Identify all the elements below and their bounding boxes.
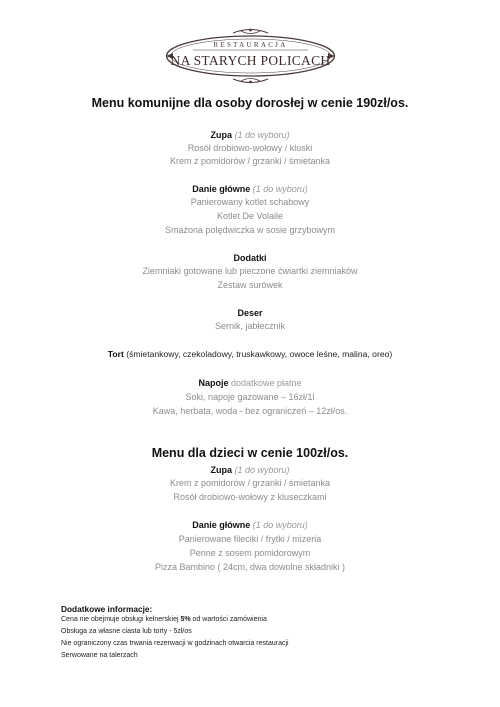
section-label: Tort	[107, 349, 124, 359]
menu-item: Smażona polędwiczka w sosie grzybowym	[164, 225, 336, 235]
section-label: Zupa	[210, 465, 232, 475]
menu-item: Pizza Bambino ( 24cm, dwa dowolne składniki )	[154, 562, 346, 572]
section-label: Napoje	[198, 378, 229, 388]
adult-menu-title: Menu komunijne dla osoby dorosłej w cenie 190zł/os.	[91, 96, 409, 110]
adult-dodatki-heading: Dodatki	[233, 253, 267, 263]
info-line: Nie ograniczony czas trwania rezerwacji w godzinach otwarcia restauracji	[61, 640, 289, 647]
menu-item: Panierowane fileciki / frytki / mizeria	[178, 534, 322, 544]
adult-napoje-heading	[0, 378, 500, 388]
adult-zupa-heading	[0, 130, 500, 140]
tort-flavours: (śmietankowy, czekoladowy, truskawkowy, owoce leśne, malina, oreo)	[126, 349, 393, 359]
menu-item: Panierowany kotlet schabowy	[190, 197, 310, 207]
info-line	[61, 616, 267, 623]
kids-danie-heading	[0, 520, 500, 530]
info-percent: 5%	[180, 616, 191, 623]
section-note: (1 do wyboru)	[234, 130, 290, 140]
info-heading: Dodatkowe informacje:	[61, 604, 153, 614]
logo-main-text: NA STARYCH POLICACH	[170, 53, 331, 68]
section-label: Zupa	[210, 130, 232, 140]
menu-item: Penne z sosem pomidorowym	[189, 548, 311, 558]
section-note: dodatkowe płatne	[230, 378, 302, 388]
info-line: Obsługa za własne ciasta lub torty - 5zł/os	[61, 628, 192, 635]
info-text: od wartości zamówienia	[190, 616, 267, 623]
menu-item: Krem z pomidorów / grzanki / śmietanka	[169, 478, 331, 488]
section-note: (1 do wyboru)	[252, 520, 308, 530]
menu-item: Kawa, herbata, woda - bez ograniczeń – 12zł/os.	[152, 406, 348, 416]
adult-tort-line	[0, 349, 500, 359]
restaurant-logo	[163, 26, 338, 86]
menu-item: Rosół drobiowo-wołowy / kluski	[187, 143, 313, 153]
adult-deser-heading: Deser	[237, 308, 263, 318]
section-note: (1 do wyboru)	[234, 465, 290, 475]
menu-item: Sernik, jabłecznik	[214, 321, 286, 331]
kids-zupa-heading	[0, 465, 500, 475]
kids-menu-title: Menu dla dzieci w cenie 100zł/os.	[151, 446, 349, 460]
section-note: (1 do wyboru)	[252, 184, 308, 194]
section-label: Danie główne	[192, 184, 251, 194]
section-label: Danie główne	[192, 520, 251, 530]
menu-item: Zestaw surówek	[217, 280, 283, 290]
info-text: Cena nie obejmuje obsługi kelnerskiej	[61, 616, 181, 623]
logo-top-text: RESTAURACJA	[213, 41, 288, 49]
info-line: Serwowane na talerzach	[61, 652, 138, 659]
menu-item: Soki, napoje gazowane – 16zł/1l	[185, 392, 315, 402]
adult-danie-heading	[0, 184, 500, 194]
menu-item: Ziemniaki gotowane lub pieczone ćwiartki ziemniaków	[142, 266, 358, 276]
menu-item: Rosół drobiowo-wołowy z kluseczkami	[173, 492, 327, 502]
menu-item: Kotlet De Volaile	[216, 211, 284, 221]
menu-item: Krem z pomidorów / grzanki / śmietanka	[169, 156, 331, 166]
